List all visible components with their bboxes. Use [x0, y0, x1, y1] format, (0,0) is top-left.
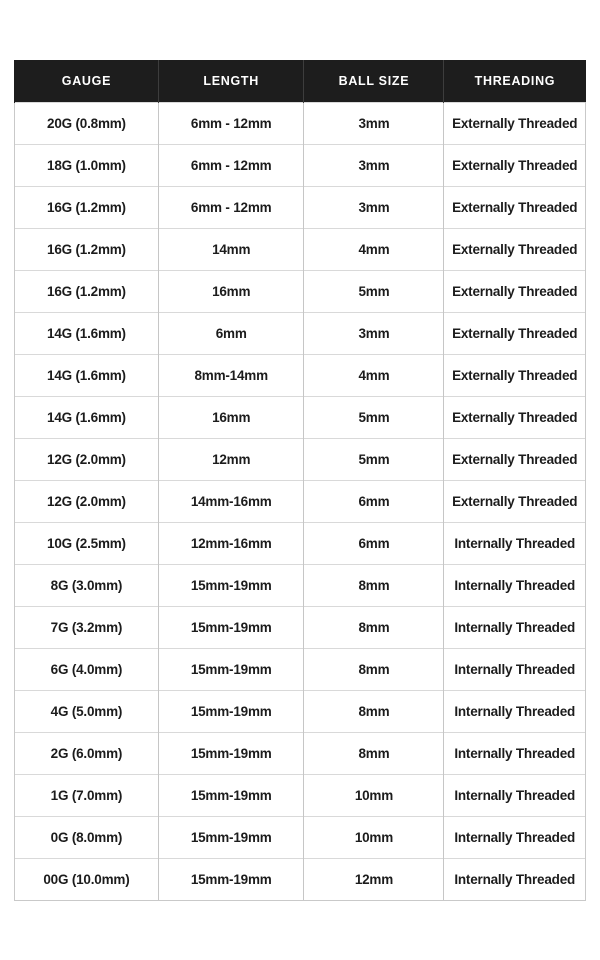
table-cell: 15mm-19mm [158, 775, 304, 817]
table-row [15, 355, 586, 397]
table-cell: 14G (1.6mm) [15, 355, 159, 397]
table-cell: 14G (1.6mm) [15, 313, 159, 355]
table-row [15, 691, 586, 733]
table-row [15, 313, 586, 355]
table-cell: Internally Threaded [444, 859, 586, 901]
table-cell: 7G (3.2mm) [15, 607, 159, 649]
table-cell: Internally Threaded [444, 607, 586, 649]
table-cell: 16mm [158, 397, 304, 439]
table-row [15, 397, 586, 439]
table-cell: Internally Threaded [444, 691, 586, 733]
table-cell: 12G (2.0mm) [15, 481, 159, 523]
table-cell: 6G (4.0mm) [15, 649, 159, 691]
table-cell: 8mm [304, 565, 444, 607]
table-cell: 6mm - 12mm [158, 187, 304, 229]
table-cell: 15mm-19mm [158, 733, 304, 775]
table-cell: 8mm [304, 649, 444, 691]
table-row [15, 439, 586, 481]
table-cell: 5mm [304, 439, 444, 481]
table-cell: Externally Threaded [444, 145, 586, 187]
table-cell: 16mm [158, 271, 304, 313]
table-cell: 6mm - 12mm [158, 103, 304, 145]
table-cell: Internally Threaded [444, 733, 586, 775]
table-cell: 15mm-19mm [158, 649, 304, 691]
table-cell: 6mm [158, 313, 304, 355]
table-cell: Internally Threaded [444, 817, 586, 859]
table-body [15, 103, 586, 901]
table-cell: 4mm [304, 229, 444, 271]
sizing-chart-table [14, 60, 586, 901]
table-row [15, 817, 586, 859]
table-cell: 8G (3.0mm) [15, 565, 159, 607]
table-cell: 3mm [304, 187, 444, 229]
table-cell: 10mm [304, 817, 444, 859]
table-row [15, 145, 586, 187]
table-cell: Externally Threaded [444, 355, 586, 397]
table-cell: 16G (1.2mm) [15, 271, 159, 313]
table-cell: 15mm-19mm [158, 565, 304, 607]
table-cell: 3mm [304, 313, 444, 355]
column-header-ball-size: BALL SIZE [304, 60, 444, 103]
table-cell: 16G (1.2mm) [15, 229, 159, 271]
table-row [15, 733, 586, 775]
table-row [15, 229, 586, 271]
table-cell: 14mm-16mm [158, 481, 304, 523]
table-cell: Externally Threaded [444, 187, 586, 229]
table-row [15, 649, 586, 691]
table-cell: 6mm - 12mm [158, 145, 304, 187]
table-row [15, 187, 586, 229]
table-cell: Externally Threaded [444, 271, 586, 313]
table-row [15, 565, 586, 607]
column-header-gauge: GAUGE [15, 60, 159, 103]
table-row [15, 607, 586, 649]
table-cell: 15mm-19mm [158, 691, 304, 733]
table-row [15, 523, 586, 565]
table-cell: 3mm [304, 145, 444, 187]
table-cell: 8mm-14mm [158, 355, 304, 397]
table-cell: 12mm [304, 859, 444, 901]
column-header-threading: THREADING [444, 60, 586, 103]
table-cell: Externally Threaded [444, 439, 586, 481]
table-cell: 4mm [304, 355, 444, 397]
table-row [15, 859, 586, 901]
header-row [15, 60, 586, 103]
table-cell: 6mm [304, 481, 444, 523]
table-cell: 6mm [304, 523, 444, 565]
table-cell: 5mm [304, 271, 444, 313]
table-cell: Internally Threaded [444, 565, 586, 607]
table-cell: Externally Threaded [444, 229, 586, 271]
table-cell: 12G (2.0mm) [15, 439, 159, 481]
table-cell: 0G (8.0mm) [15, 817, 159, 859]
table-cell: 18G (1.0mm) [15, 145, 159, 187]
table-cell: 2G (6.0mm) [15, 733, 159, 775]
table-row [15, 775, 586, 817]
table-cell: 00G (10.0mm) [15, 859, 159, 901]
table-cell: Internally Threaded [444, 775, 586, 817]
table-cell: 16G (1.2mm) [15, 187, 159, 229]
table-row [15, 103, 586, 145]
table-cell: 15mm-19mm [158, 817, 304, 859]
table-cell: 12mm [158, 439, 304, 481]
table-cell: Internally Threaded [444, 649, 586, 691]
table-cell: 1G (7.0mm) [15, 775, 159, 817]
table-cell: 15mm-19mm [158, 859, 304, 901]
table-cell: 10G (2.5mm) [15, 523, 159, 565]
table-cell: 5mm [304, 397, 444, 439]
table-cell: 14G (1.6mm) [15, 397, 159, 439]
table-row [15, 271, 586, 313]
table-cell: Internally Threaded [444, 523, 586, 565]
table-cell: 10mm [304, 775, 444, 817]
table-cell: 4G (5.0mm) [15, 691, 159, 733]
table-cell: 8mm [304, 733, 444, 775]
sizing-chart-container [14, 60, 586, 901]
table-row [15, 481, 586, 523]
table-cell: Externally Threaded [444, 481, 586, 523]
table-cell: 8mm [304, 607, 444, 649]
table-cell: 12mm-16mm [158, 523, 304, 565]
table-header [15, 60, 586, 103]
table-cell: 3mm [304, 103, 444, 145]
table-cell: Externally Threaded [444, 397, 586, 439]
table-cell: 15mm-19mm [158, 607, 304, 649]
table-cell: Externally Threaded [444, 313, 586, 355]
table-cell: 20G (0.8mm) [15, 103, 159, 145]
column-header-length: LENGTH [158, 60, 304, 103]
table-cell: Externally Threaded [444, 103, 586, 145]
table-cell: 8mm [304, 691, 444, 733]
table-cell: 14mm [158, 229, 304, 271]
